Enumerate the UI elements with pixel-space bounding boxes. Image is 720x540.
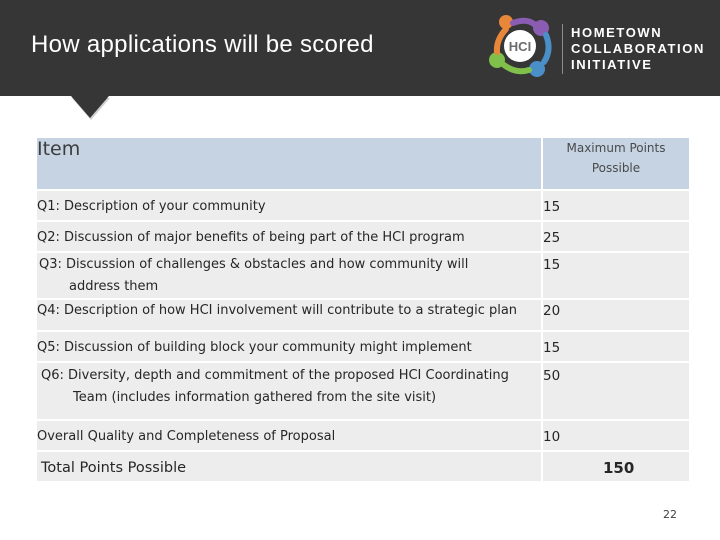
table-row <box>37 420 689 451</box>
total-points: 150 <box>542 451 689 482</box>
logo-divider <box>562 24 563 74</box>
row-item-line2: Team (includes information gathered from the site visit) <box>73 390 437 405</box>
table-row <box>37 362 689 420</box>
header-item: Item <box>37 138 542 190</box>
row-item-line2: address them <box>69 279 159 294</box>
hci-logo <box>486 10 718 86</box>
row-item: Q4: Description of how HCI involvement will contribute to a strategic plan <box>37 299 542 331</box>
row-points: 15 <box>542 190 689 221</box>
table-header-row <box>37 138 689 190</box>
header-pointer <box>71 96 109 118</box>
slide-title: How applications will be scored <box>31 31 374 58</box>
row-item: Q2: Discussion of major benefits of being part of the HCI program <box>37 221 542 252</box>
table-row <box>37 190 689 221</box>
row-points: 10 <box>542 420 689 451</box>
hci-logo-mark <box>486 10 562 86</box>
page-number: 22 <box>663 508 677 521</box>
logo-line-1: HOMETOWN <box>571 25 663 40</box>
logo-center-text: HCI <box>508 39 532 54</box>
row-item <box>37 252 542 299</box>
row-item: Q1: Description of your community <box>37 190 542 221</box>
table-row <box>37 221 689 252</box>
row-item: Q5: Discussion of building block your community might implement <box>37 331 542 362</box>
row-points: 25 <box>542 221 689 252</box>
table-row <box>37 299 689 331</box>
table-total-row <box>37 451 689 482</box>
row-points: 15 <box>542 331 689 362</box>
slide-header <box>0 0 720 96</box>
logo-wordmark <box>571 25 705 73</box>
row-item <box>37 362 542 420</box>
header-max-points <box>542 138 689 190</box>
logo-line-3: INITIATIVE <box>571 57 653 72</box>
header-max-points-line1: Maximum Points <box>566 141 666 155</box>
row-points: 20 <box>542 299 689 331</box>
row-points: 15 <box>542 252 689 299</box>
logo-line-2: COLLABORATION <box>571 41 705 56</box>
row-points: 50 <box>542 362 689 420</box>
table-row <box>37 252 689 299</box>
row-item-line1: Q3: Discussion of challenges & obstacles and how community will <box>39 257 469 272</box>
total-item: Total Points Possible <box>37 451 542 482</box>
table-row <box>37 331 689 362</box>
header-max-points-line2: Possible <box>591 161 641 175</box>
scoring-table <box>37 138 689 483</box>
row-item: Overall Quality and Completeness of Proposal <box>37 420 542 451</box>
row-item-line1: Q6: Diversity, depth and commitment of the proposed HCI Coordinating <box>41 368 509 383</box>
